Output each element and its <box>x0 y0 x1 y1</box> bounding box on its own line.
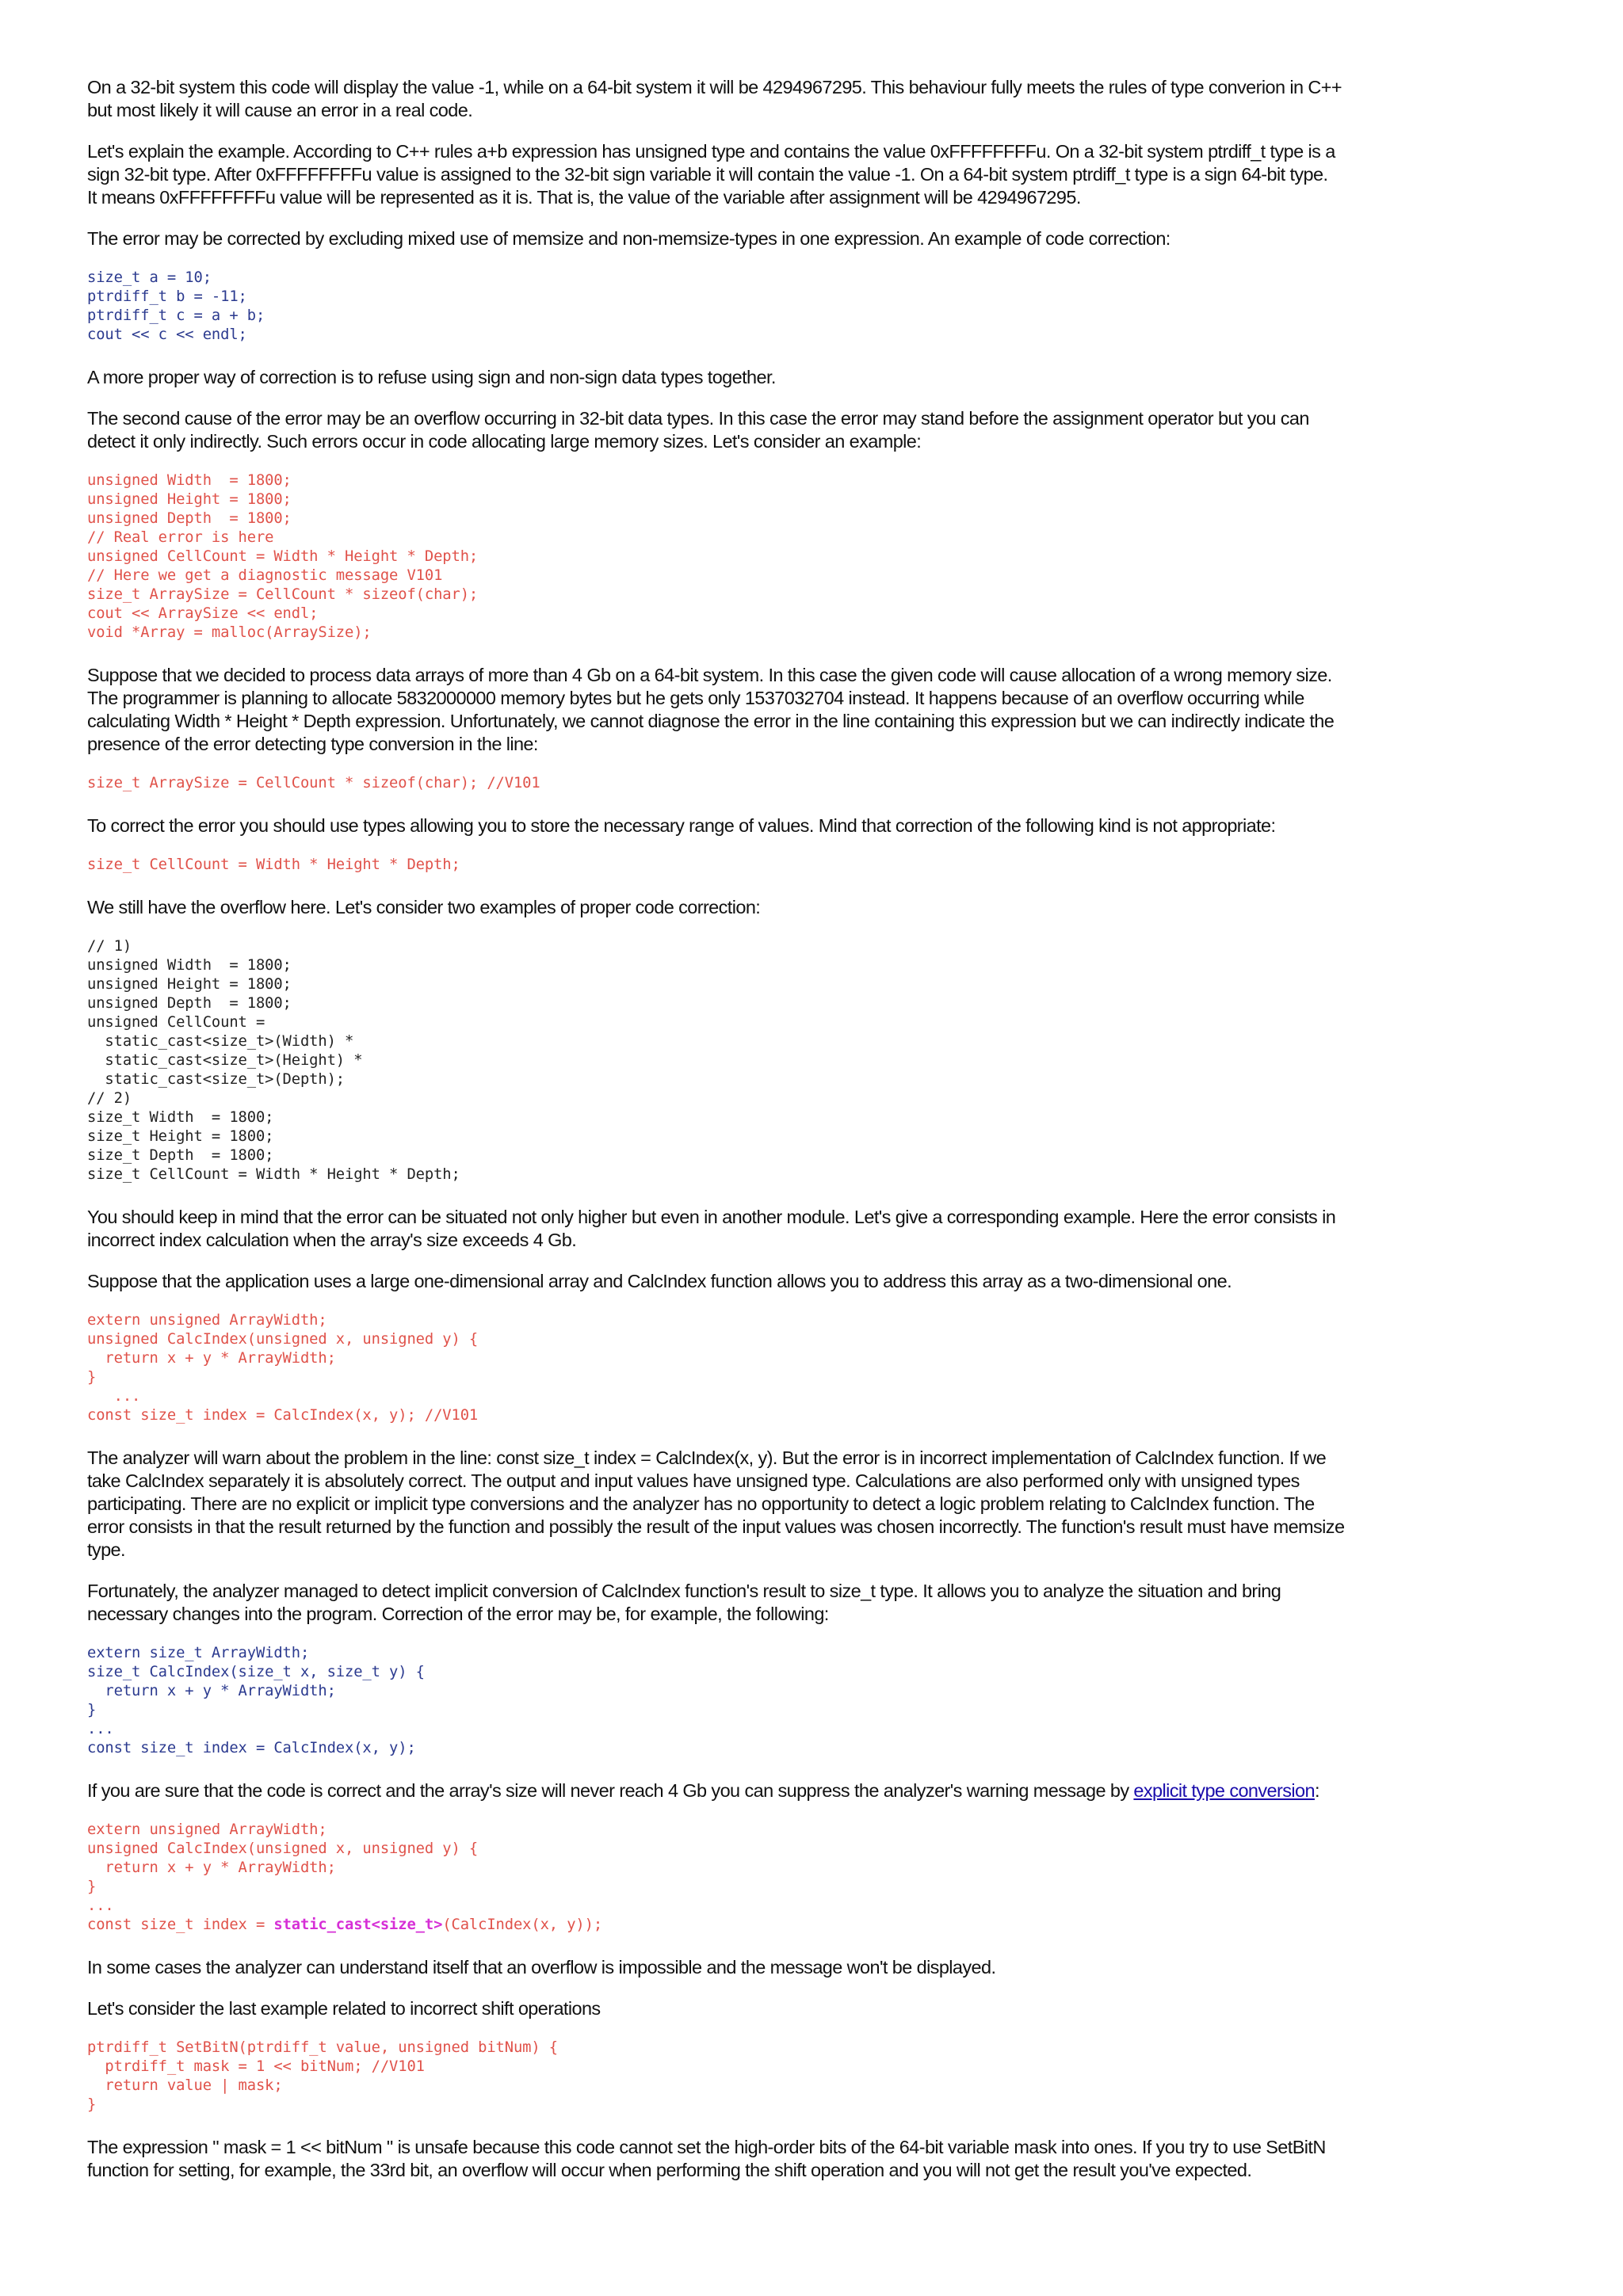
paragraph <box>87 664 1415 756</box>
code-line: } <box>87 2096 97 2113</box>
paragraph <box>87 1956 1415 1979</box>
paragraph-line: function for setting, for example, the 33rd bit, an overflow will occur when performing the shift operation and you will not get the result you've expected. <box>87 2160 1252 2180</box>
code-line: size_t Width = 1800; <box>87 1109 274 1126</box>
paragraph <box>87 1270 1415 1293</box>
highlighted-cast: static_cast<size_t> <box>273 1917 443 1933</box>
paragraph <box>87 407 1415 453</box>
code-line: extern unsigned ArrayWidth; <box>87 1312 327 1329</box>
code-block <box>87 2039 1415 2115</box>
code-line: return x + y * ArrayWidth; <box>87 1683 336 1699</box>
code-line: ptrdiff_t b = -11; <box>87 288 247 305</box>
paragraph <box>87 1447 1415 1562</box>
paragraph <box>87 227 1415 250</box>
paragraph-line: You should keep in mind that the error can be situated not only higher but even in another module. Let's give a corresponding example. Here the error consists in <box>87 1207 1336 1227</box>
paragraph-line: It means 0xFFFFFFFFu value will be represented as it is. That is, the value of the variable after assignment will be 4294967295. <box>87 187 1081 208</box>
code-block <box>87 774 1415 793</box>
paragraph-line: Fortunately, the analyzer managed to detect implicit conversion of CalcIndex function's result to size_t type. It allows you to analyze the situation and bring <box>87 1581 1281 1601</box>
paragraph-line: The programmer is planning to allocate 5832000000 memory bytes but he gets only 1537032704 instead. It happens because of an overflow occurring while <box>87 688 1304 708</box>
code-line: ptrdiff_t SetBitN(ptrdiff_t value, unsigned bitNum) { <box>87 2039 558 2056</box>
code-line: size_t ArraySize = CellCount * sizeof(char); //V101 <box>87 775 540 791</box>
code-line: size_t CalcIndex(size_t x, size_t y) { <box>87 1664 425 1680</box>
code-block <box>87 1821 1415 1935</box>
paragraph-line: necessary changes into the program. Correction of the error may be, for example, the following: <box>87 1604 829 1624</box>
code-block <box>87 269 1415 345</box>
code-line: static_cast<size_t>(Height) * <box>87 1052 363 1069</box>
code-line: void *Array = malloc(ArraySize); <box>87 624 372 641</box>
code-line: extern size_t ArrayWidth; <box>87 1645 310 1661</box>
code-block <box>87 471 1415 643</box>
code-line: size_t ArraySize = CellCount * sizeof(char); <box>87 586 479 603</box>
code-line: return value | mask; <box>87 2077 283 2094</box>
code-line: return x + y * ArrayWidth; <box>87 1350 336 1367</box>
paragraph-line: To correct the error you should use types allowing you to store the necessary range of values. Mind that correction of the following kind is not appropriate: <box>87 815 1276 836</box>
paragraph-line: The analyzer will warn about the problem in the line: const size_t index = CalcIndex(x, y). But the error is in incorrect implementation of CalcIndex function. If we <box>87 1447 1327 1468</box>
code-line: ... <box>87 1721 114 1737</box>
code-line: } <box>87 1369 97 1386</box>
paragraph-text: If you are sure that the code is correct and the array's size will never reach 4 Gb you can suppress the analyzer's warning message by <box>87 1780 1134 1801</box>
paragraph-text: : <box>1314 1780 1319 1801</box>
paragraph-line: The second cause of the error may be an overflow occurring in 32-bit data types. In this case the error may stand before the assignment operator but you can <box>87 408 1309 429</box>
code-line: ... <box>87 1388 141 1405</box>
paragraph-line: On a 32-bit system this code will display the value -1, while on a 64-bit system it will be 4294967295. This behaviour fully meets the rules of type converion in C++ <box>87 77 1342 97</box>
paragraph-line: In some cases the analyzer can understand itself that an overflow is impossible and the message won't be displayed. <box>87 1957 996 1978</box>
paragraph <box>87 76 1415 122</box>
paragraph <box>87 1779 1415 1802</box>
code-line: static_cast<size_t>(Depth); <box>87 1071 346 1088</box>
code-line: unsigned CalcIndex(unsigned x, unsigned y) { <box>87 1331 479 1348</box>
code-line: } <box>87 1702 97 1718</box>
code-line: unsigned CalcIndex(unsigned x, unsigned y) { <box>87 1840 479 1857</box>
code-block <box>87 1644 1415 1758</box>
paragraph-line: detect it only indirectly. Such errors occur in code allocating large memory sizes. Let's consider an example: <box>87 431 922 452</box>
code-line: static_cast<size_t>(Width) * <box>87 1033 354 1050</box>
code-line: size_t Depth = 1800; <box>87 1147 274 1164</box>
paragraph <box>87 1206 1415 1252</box>
code-line: } <box>87 1878 97 1895</box>
paragraph <box>87 814 1415 837</box>
code-line: cout << c << endl; <box>87 326 247 343</box>
paragraph-line: A more proper way of correction is to refuse using sign and non-sign data types together. <box>87 367 776 387</box>
code-line: ... <box>87 1897 114 1914</box>
paragraph-line: incorrect index calculation when the array's size exceeds 4 Gb. <box>87 1230 577 1250</box>
code-block <box>87 937 1415 1184</box>
code-line: ptrdiff_t mask = 1 << bitNum; //V101 <box>87 2058 425 2075</box>
paragraph <box>87 896 1415 919</box>
paragraph-line: Suppose that the application uses a large one-dimensional array and CalcIndex function allows you to address this array as a two-dimensional one. <box>87 1271 1232 1291</box>
code-line: const size_t index = CalcIndex(x, y); //V101 <box>87 1407 479 1424</box>
code-line: unsigned Width = 1800; <box>87 472 292 489</box>
code-line: return x + y * ArrayWidth; <box>87 1859 336 1876</box>
paragraph-line: The error may be corrected by excluding mixed use of memsize and non-memsize-types in one expression. An example of code correction: <box>87 228 1170 249</box>
explicit-type-conversion-link[interactable]: explicit type conversion <box>1133 1780 1315 1801</box>
paragraph-line: take CalcIndex separately it is absolutely correct. The output and input values have unsigned type. Calculations are also performed only with unsigned types <box>87 1470 1300 1491</box>
code-line: size_t Height = 1800; <box>87 1128 274 1145</box>
paragraph-line: calculating Width * Height * Depth expression. Unfortunately, we cannot diagnose the error in the line containing this expression but we can indirectly indicate the <box>87 711 1335 731</box>
paragraph-line: The expression " mask = 1 << bitNum " is unsafe because this code cannot set the high-order bits of the 64-bit variable mask into ones. If you try to use SetBitN <box>87 2137 1326 2157</box>
paragraph <box>87 2136 1415 2182</box>
code-line <box>87 1916 1415 1935</box>
paragraph <box>87 366 1415 389</box>
code-line: size_t CellCount = Width * Height * Depth; <box>87 856 460 873</box>
paragraph-line: but most likely it will cause an error in a real code. <box>87 100 473 120</box>
code-line: ptrdiff_t c = a + b; <box>87 307 265 324</box>
paragraph <box>87 140 1415 209</box>
code-line: unsigned Depth = 1800; <box>87 995 292 1012</box>
paragraph-line: error consists in that the result returned by the function and possibly the result of the input values was chosen incorrectly. The function's result must have memsize <box>87 1516 1345 1537</box>
code-line: // 2) <box>87 1090 132 1107</box>
paragraph-line: Let's consider the last example related to incorrect shift operations <box>87 1998 601 2019</box>
code-line: unsigned Width = 1800; <box>87 957 292 974</box>
code-line: unsigned CellCount = Width * Height * Depth; <box>87 548 479 565</box>
paragraph-line: presence of the error detecting type conversion in the line: <box>87 734 538 754</box>
paragraph-line: We still have the overflow here. Let's consider two examples of proper code correction: <box>87 897 761 917</box>
paragraph-line: sign 32-bit type. After 0xFFFFFFFFu value is assigned to the 32-bit sign variable it will contain the value -1. On a 64-bit system ptrdiff_t type is a sign 64-bit type. <box>87 164 1328 185</box>
document-body <box>87 76 1415 2200</box>
paragraph-line: participating. There are no explicit or implicit type conversions and the analyzer has no opportunity to detect a logic problem relating to CalcIndex function. The <box>87 1493 1315 1514</box>
code-line: unsigned CellCount = <box>87 1014 265 1031</box>
code-line: const size_t index = CalcIndex(x, y); <box>87 1740 416 1756</box>
code-line: unsigned Height = 1800; <box>87 491 292 508</box>
code-line: // Here we get a diagnostic message V101 <box>87 567 443 584</box>
code-line: size_t CellCount = Width * Height * Depth; <box>87 1166 460 1183</box>
paragraph <box>87 1997 1415 2020</box>
code-line: // Real error is here <box>87 529 274 546</box>
code-segment: (CalcIndex(x, y)); <box>442 1917 603 1933</box>
code-line: unsigned Depth = 1800; <box>87 510 292 527</box>
paragraph-line: type. <box>87 1539 125 1560</box>
code-block <box>87 856 1415 875</box>
code-line: size_t a = 10; <box>87 269 212 286</box>
code-block <box>87 1311 1415 1425</box>
paragraph <box>87 1580 1415 1626</box>
code-line: unsigned Height = 1800; <box>87 976 292 993</box>
code-line: extern unsigned ArrayWidth; <box>87 1821 327 1838</box>
code-line: // 1) <box>87 938 132 955</box>
paragraph-line: Let's explain the example. According to C++ rules a+b expression has unsigned type and contains the value 0xFFFFFFFFu. On a 32-bit system ptrdiff_t type is a <box>87 141 1335 162</box>
code-line: cout << ArraySize << endl; <box>87 605 319 622</box>
paragraph-line: Suppose that we decided to process data arrays of more than 4 Gb on a 64-bit system. In this case the given code will cause allocation of a wrong memory size. <box>87 665 1332 685</box>
code-segment: const size_t index = <box>87 1917 274 1933</box>
